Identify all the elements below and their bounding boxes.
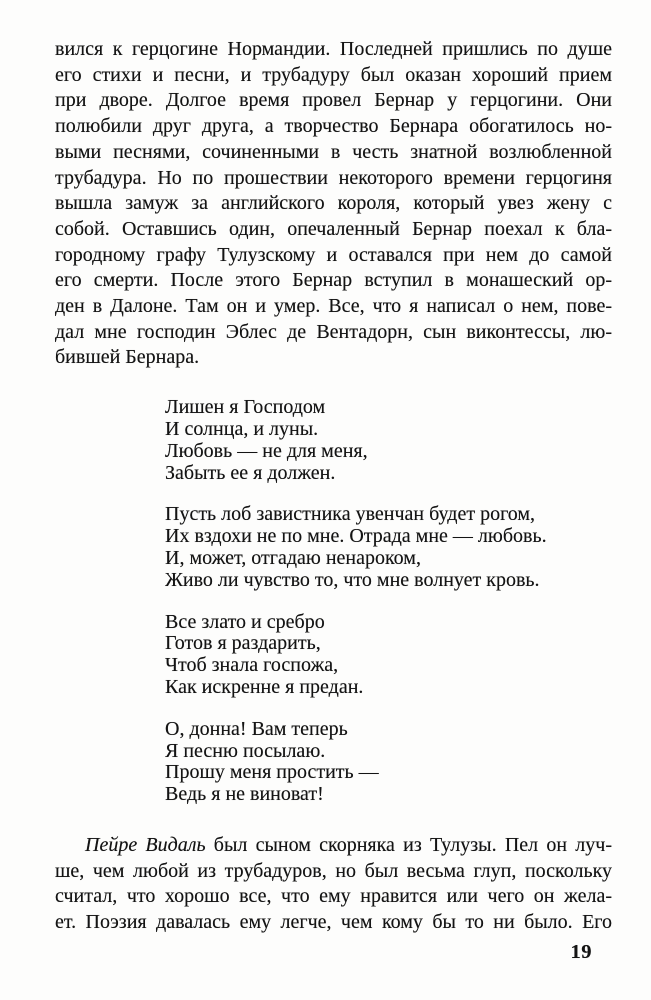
poem-line: Их вздохи не по мне. Отрада мне — любовь. — [165, 525, 547, 548]
text-line: бившей Бернара. — [55, 346, 200, 369]
poem-line: Любовь — не для меня, — [165, 439, 368, 462]
text-line: дал мне господин Эблес де Вентадорн, сын виконтессы, лю- — [55, 320, 612, 343]
poem-line: Забыть ее я должен. — [165, 461, 336, 484]
text-line: ше, чем любой из трубадуров, но был весьма глуп, поскольку — [55, 859, 612, 882]
first-line-rest: был сыном скорняка из Тулузы. Пел он луч- — [205, 833, 612, 856]
text-line: его стихи и песни, и трубадуру был оказан хороший прием — [55, 63, 612, 86]
poem-line: Ведь я не виноват! — [165, 783, 324, 806]
paragraph-bernart-ventadorn — [55, 37, 612, 371]
poem-line: Готов я раздарить, — [165, 632, 321, 655]
text-line: ет. Поэзия давалась ему легче, чем кому бы то ни было. Его — [55, 911, 612, 933]
poem-line: Как искренне я предан. — [165, 675, 364, 698]
text-line: выми песнями, сочиненными в честь знатной возлюбленной — [55, 140, 612, 163]
poem-stanza-1 — [165, 397, 612, 484]
text-line: городному графу Тулузскому и оставался при нем до самой — [55, 243, 612, 266]
poem-line: Живо ли чувство то, что мне волнует кровь. — [165, 568, 540, 591]
poem-line: Прошу меня простить — — [165, 761, 379, 784]
poem-line: О, донна! Вам теперь — [165, 717, 348, 740]
poem-line: Пусть лоб завистника увенчан будет рогом, — [165, 503, 536, 526]
paragraph-peire-vidal — [55, 833, 612, 936]
italic-name-peire-vidal: Пейре Видаль — [85, 833, 206, 856]
poem-stanza-3 — [165, 612, 612, 699]
poem-stanza-4 — [165, 719, 612, 806]
poem-line: И, может, отгадаю ненароком, — [165, 546, 421, 569]
text-line: полюбили друг друга, а творчество Бернара обогатилось но- — [55, 115, 612, 138]
text-line: ден в Далоне. Там он и умер. Все, что я написал о нем, пове- — [55, 295, 612, 318]
page-number: 19 — [570, 941, 592, 963]
paragraph-peire-vidal-rest — [55, 859, 612, 936]
text-line: трубадура. Но по прошествии некоторого времени герцогиня — [55, 166, 612, 189]
text-line: собой. Оставшись один, опечаленный Бернар поехал к бла- — [55, 217, 612, 240]
text-line: при дворе. Долгое время провел Бернар у герцогини. Они — [55, 89, 612, 112]
poem-line: Лишен я Господом — [165, 396, 326, 419]
text-line: считал, что хорошо все, что ему нравится или чего он жела- — [55, 885, 612, 908]
poem-stanza-2 — [165, 504, 612, 591]
poem — [165, 397, 612, 806]
poem-line: Я песню посылаю. — [165, 739, 326, 762]
poem-line: Все злато и сребро — [165, 610, 325, 633]
text-line: его смерти. После этого Бернар вступил в монашеский ор- — [55, 269, 612, 292]
poem-line: И солнца, и луны. — [165, 417, 319, 440]
text-line: вышла замуж за английского короля, который увез жену с — [55, 192, 612, 215]
poem-line: Чтоб знала госпожа, — [165, 654, 339, 677]
text-line — [55, 833, 612, 859]
text-line: вился к герцогине Нормандии. Последней пришлись по душе — [55, 38, 612, 60]
